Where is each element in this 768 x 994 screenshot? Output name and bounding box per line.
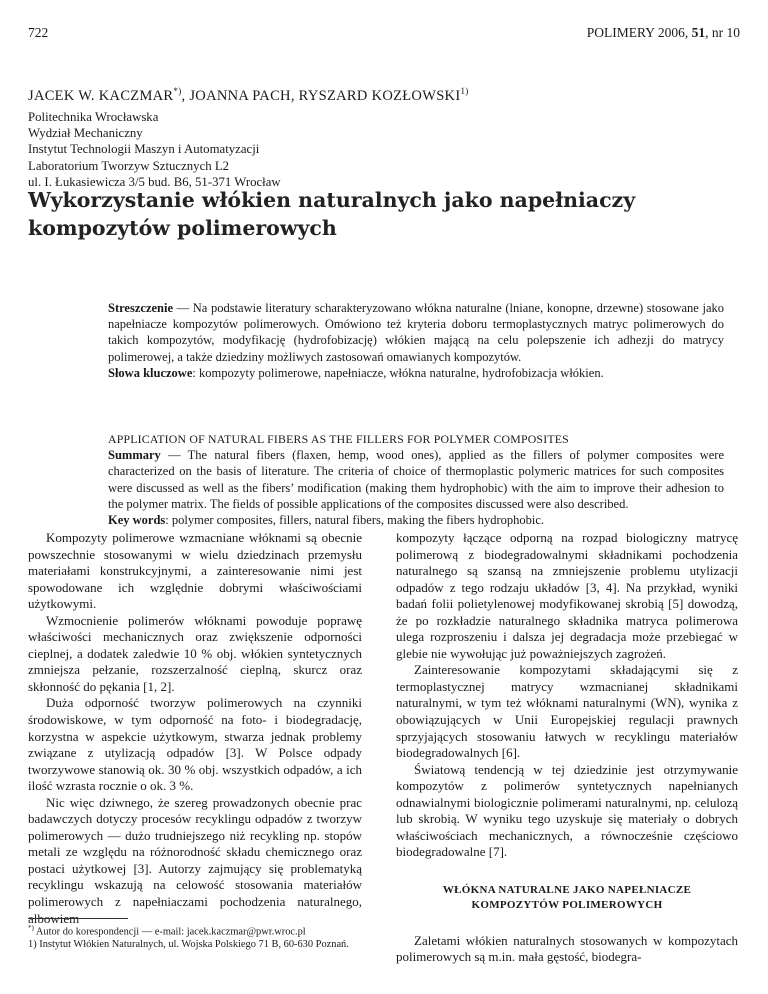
body-column-right — [396, 530, 738, 966]
footnote-text: Autor do korespondencji — e-mail: jacek.kaczmar@pwr.wroc.pl — [33, 926, 306, 938]
author-others-mark: 1) — [460, 86, 469, 96]
footnote-rule — [28, 918, 128, 919]
author-others: , JOANNA PACH, RYSZARD KOZŁOWSKI — [181, 87, 461, 104]
journal-citation — [587, 25, 740, 41]
footnote-corresponding — [28, 922, 362, 938]
running-head — [28, 25, 740, 43]
body-paragraph: Światową tendencją w tej dziedzinie jest otrzymywanie kompozytów z polimerów syntetycznych napełnianych odnawialnymi biologicznie polimerami naturalnymi, np. celulozą lub skrobią. W wyniku tego uzyskuje się materiały o dobrych właściwościach mechanicznych, a równocześnie częściowo biodegradowalne [7]. — [396, 761, 738, 860]
footnote-institute: 1) Instytut Włókien Naturalnych, ul. Wojska Polskiego 71 B, 60-630 Poznań. — [28, 939, 349, 951]
section-heading-line: WŁÓKNA NATURALNE JAKO NAPEŁNIACZE — [442, 883, 692, 896]
affiliation-line: Politechnika Wrocławska — [28, 110, 159, 124]
keywords-en-text: : polymer composites, fillers, natural fibers, making the fibers hydrophobic. — [165, 513, 545, 528]
body-paragraph: Zainteresowanie kompozytami składającymi się z termoplastycznej matrycy wzmacnianej składnikami naturalnymi, w tym też włóknami naturalnymi (WN), wynika z obowiązujących w Unii Europejskiej regulacji prawnych sprzyjających stosowaniu łatwych w recyklingu materiałów biodegradowalnych [6]. — [396, 662, 738, 761]
affiliation-block — [28, 109, 281, 190]
abstract-en-body — [108, 447, 724, 512]
section-heading — [396, 883, 738, 913]
keywords-pl-label: Słowa kluczowe — [108, 365, 193, 380]
author-primary-mark: *) — [173, 86, 182, 96]
body-paragraph: Zaletami włókien naturalnych stosowanych w kompozytach polimerowych są m.in. mała gęstość, biodegra- — [396, 932, 738, 965]
affiliation-line: Wydział Mechaniczny — [28, 126, 143, 141]
body-paragraph: kompozyty łączące odporną na rozpad biologiczny matrycę polimerową z biodegradowalnymi składnikami pochodzenia naturalnego są szansą na zmniejszenie problemu utylizacji odpadów z tego rodzaju układów [3, 4]. Na przykład, wyniki badań folii polietylenowej modyfikowanej skrobią [5] dowodzą, że po rozkładzie naturalnego składnika matryca polimerowa ulega rozproszeniu i dalsza jej degradacja może przebiegać w glebie nie wywołując już poważniejszych zagrożeń. — [396, 530, 738, 661]
footnotes — [28, 918, 362, 951]
abstract-pl-label: Streszczenie — [108, 301, 174, 315]
journal-name: POLIMERY 2006, — [586, 25, 692, 40]
journal-volume: 51 — [691, 25, 706, 40]
keywords-en — [108, 512, 724, 528]
keywords-en-label: Key words — [108, 513, 166, 528]
article-title: Wykorzystanie włókien naturalnych jako napełniaczy kompozytów polimerowych — [28, 188, 636, 240]
abstract-en-text: — The natural fibers (flaxen, hemp, wood ones), applied as the fillers of polymer composites were characterized on the basis of literature. The criteria of choice of thermoplastic polymeric matrices for such composites were discussed as well as the fibers’ modification (making them hydrophobic) with the aim to improve their adhesion to the polymer matrix. The fields of possible applications of the composites discussed were also described. — [108, 448, 724, 511]
abstract-en-title: APPLICATION OF NATURAL FIBERS AS THE FILLERS FOR POLYMER COMPOSITES — [108, 432, 569, 446]
abstract-pl-text: — Na podstawie literatury scharakteryzowano włókna naturalne (lniane, konopne, drzewne) stosowane jako napełniacze kompozytów polimerowych. Omówiono też kryteria doboru termoplastycznych matryc polimerowych do takich kompozytów, modyfikację (hydrofobizację) włókien mającą na celu polepszenie ich adhezji do matrycy polimerowej, a także dziedziny możliwych zastosowań omawianych kompozytów. — [108, 301, 724, 364]
body-paragraph: Duża odporność tworzyw polimerowych na czynniki środowiskowe, w tym odporność na foto- i biodegradację, korzystna w aspekcie użytkowym, stwarza jednak problemy związane z utylizacją odpadów [3]. W Polsce odpady tworzywowe stanowią ok. 30 % obj. wszystkich odpadów, a ich ilość wzrasta rocznie o ok. 3 %. — [28, 695, 362, 794]
keywords-pl-text: : kompozyty polimerowe, napełniacze, włókna naturalne, hydrofobizacja włókien. — [192, 365, 604, 380]
affiliation-line: Instytut Technologii Maszyn i Automatyzacji — [28, 142, 260, 157]
page-number: 722 — [28, 25, 49, 40]
author-list — [28, 86, 740, 105]
body-column-left — [28, 530, 362, 927]
journal-issue: , nr 10 — [705, 25, 740, 40]
body-paragraph: Kompozyty polimerowe wzmacniane włóknami są obecnie powszechnie stosowanymi w wielu dziedzinach przemysłu materiałami konstrukcyjnymi, a zainteresowanie nimi jest spowodowane ich względnie dobrymi właściwościami użytkowymi. — [28, 530, 362, 612]
abstract-pl-body — [108, 300, 724, 365]
abstract-polish — [108, 300, 724, 381]
abstract-en-label: Summary — [108, 448, 161, 463]
body-paragraph: Wzmocnienie polimerów włóknami powoduje poprawę właściwości mechanicznych oraz zwiększenie odporności cieplnej, a dodatek zaledwie 10 % obj. włókien syntetycznych zmniejsza pełzanie, rozszerzalność cieplną, skurcz oraz skłonność do pękania [1, 2]. — [28, 612, 362, 694]
footnote-mark: *) — [28, 924, 34, 932]
affiliation-line: ul. I. Łukasiewicza 3/5 bud. B6, 51-371 Wrocław — [28, 174, 281, 189]
body-paragraph: Nic więc dziwnego, że szereg prowadzonych obecnie prac badawczych dotyczy procesów recyklingu odpadów z tworzyw polimerowych — dużo trudniejszego niż recykling np. stopów metali ze względu na różnorodność składu chemicznego oraz postaci użytkowej [3]. Autorzy zajmujący się problematyką recyklingu wskazują na celowość stosowania materiałów polimerowych z napełniaczami pochodzenia naturalnego, albowiem — [28, 794, 362, 926]
section-heading-line: KOMPOZYTÓW POLIMEROWYCH — [471, 898, 663, 911]
abstract-english — [108, 431, 724, 528]
keywords-pl — [108, 365, 724, 381]
author-primary: JACEK W. KACZMAR — [28, 87, 174, 104]
affiliation-line: Laboratorium Tworzyw Sztucznych L2 — [28, 158, 230, 173]
